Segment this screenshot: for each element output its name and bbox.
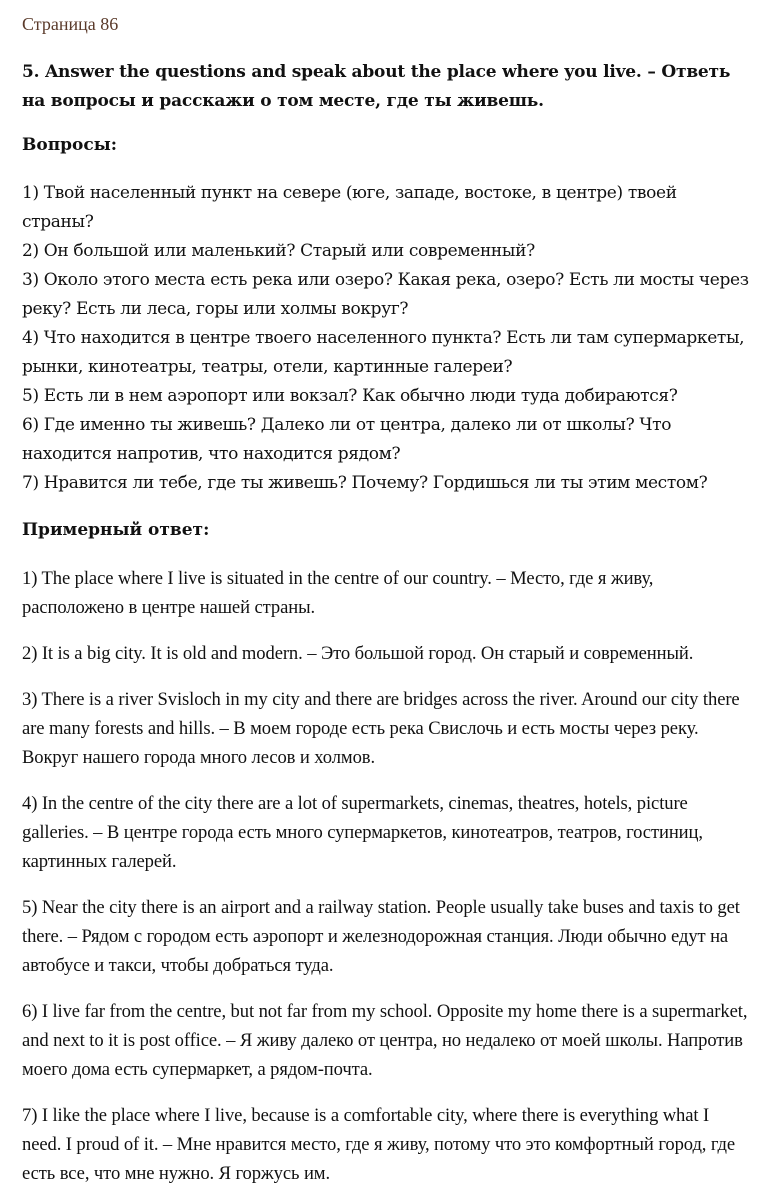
task-title: 5. Answer the questions and speak about the place where you live. – Ответь на вопросы и расскажи о том месте, где ты живешь.	[22, 62, 731, 111]
question-item: 5) Есть ли в нем аэропорт или вокзал? Как обычно люди туда добираются?	[22, 386, 678, 406]
answer-paragraph: 3) There is a river Svisloch in my city and there are bridges across the river. Around our city there are many forests and hills. – В моем городе есть река Свислочь и есть мосты через реку. Вокруг нашего города много лесов и холмов.	[22, 689, 740, 768]
question-item: 2) Он большой или маленький? Старый или современный?	[22, 241, 535, 261]
question-item: 3) Около этого места есть река или озеро? Какая река, озеро? Есть ли мосты через реку? Есть ли леса, горы или холмы вокруг?	[22, 270, 749, 319]
question-item: 4) Что находится в центре твоего населенного пункта? Есть ли там супермаркеты, рынки, кинотеатры, театры, отели, картинные галереи?	[22, 328, 745, 377]
question-item: 7) Нравится ли тебе, где ты живешь? Почему? Гордишься ли ты этим местом?	[22, 473, 708, 493]
page-number: Страница 86	[22, 14, 119, 34]
questions-heading: Вопросы:	[22, 135, 118, 155]
answers-list	[22, 564, 750, 1188]
question-item: 1) Твой населенный пункт на севере (юге, западе, востоке, в центре) твоей страны?	[22, 183, 677, 232]
answer-paragraph: 6) I live far from the centre, but not far from my school. Opposite my home there is a supermarket, and next to it is post office. – Я живу далеко от центра, но недалеко от моей школы. Напротив моего дома есть супермаркет, а рядом-почта.	[22, 1001, 748, 1080]
answer-paragraph: 4) In the centre of the city there are a lot of supermarkets, cinemas, theatres, hotels, picture galleries. – В центре города есть много супермаркетов, кинотеатров, театров, гостиниц, картинных галерей.	[22, 793, 703, 872]
answer-paragraph: 1) The place where I live is situated in the centre of our country. – Место, где я живу, расположено в центре нашей страны.	[22, 568, 654, 618]
answer-paragraph: 5) Near the city there is an airport and a railway station. People usually take buses and taxis to get there. – Рядом с городом есть аэропорт и железнодорожная станция. Люди обычно едут на автобусе и такси, чтобы добраться туда.	[22, 897, 740, 976]
questions-list	[22, 179, 750, 498]
question-item: 6) Где именно ты живешь? Далеко ли от центра, далеко ли от школы? Что находится напротив, что находится рядом?	[22, 415, 672, 464]
answer-paragraph: 7) I like the place where I live, because is a comfortable city, where there is everything what I need. I proud of it. – Мне нравится место, где я живу, потому что это комфортный город, где есть все, что мне нужно. Я горжусь им.	[22, 1105, 736, 1184]
answer-paragraph: 2) It is a big city. It is old and modern. – Это большой город. Он старый и современный.	[22, 643, 694, 664]
sample-answer-heading: Примерный ответ:	[22, 520, 210, 540]
